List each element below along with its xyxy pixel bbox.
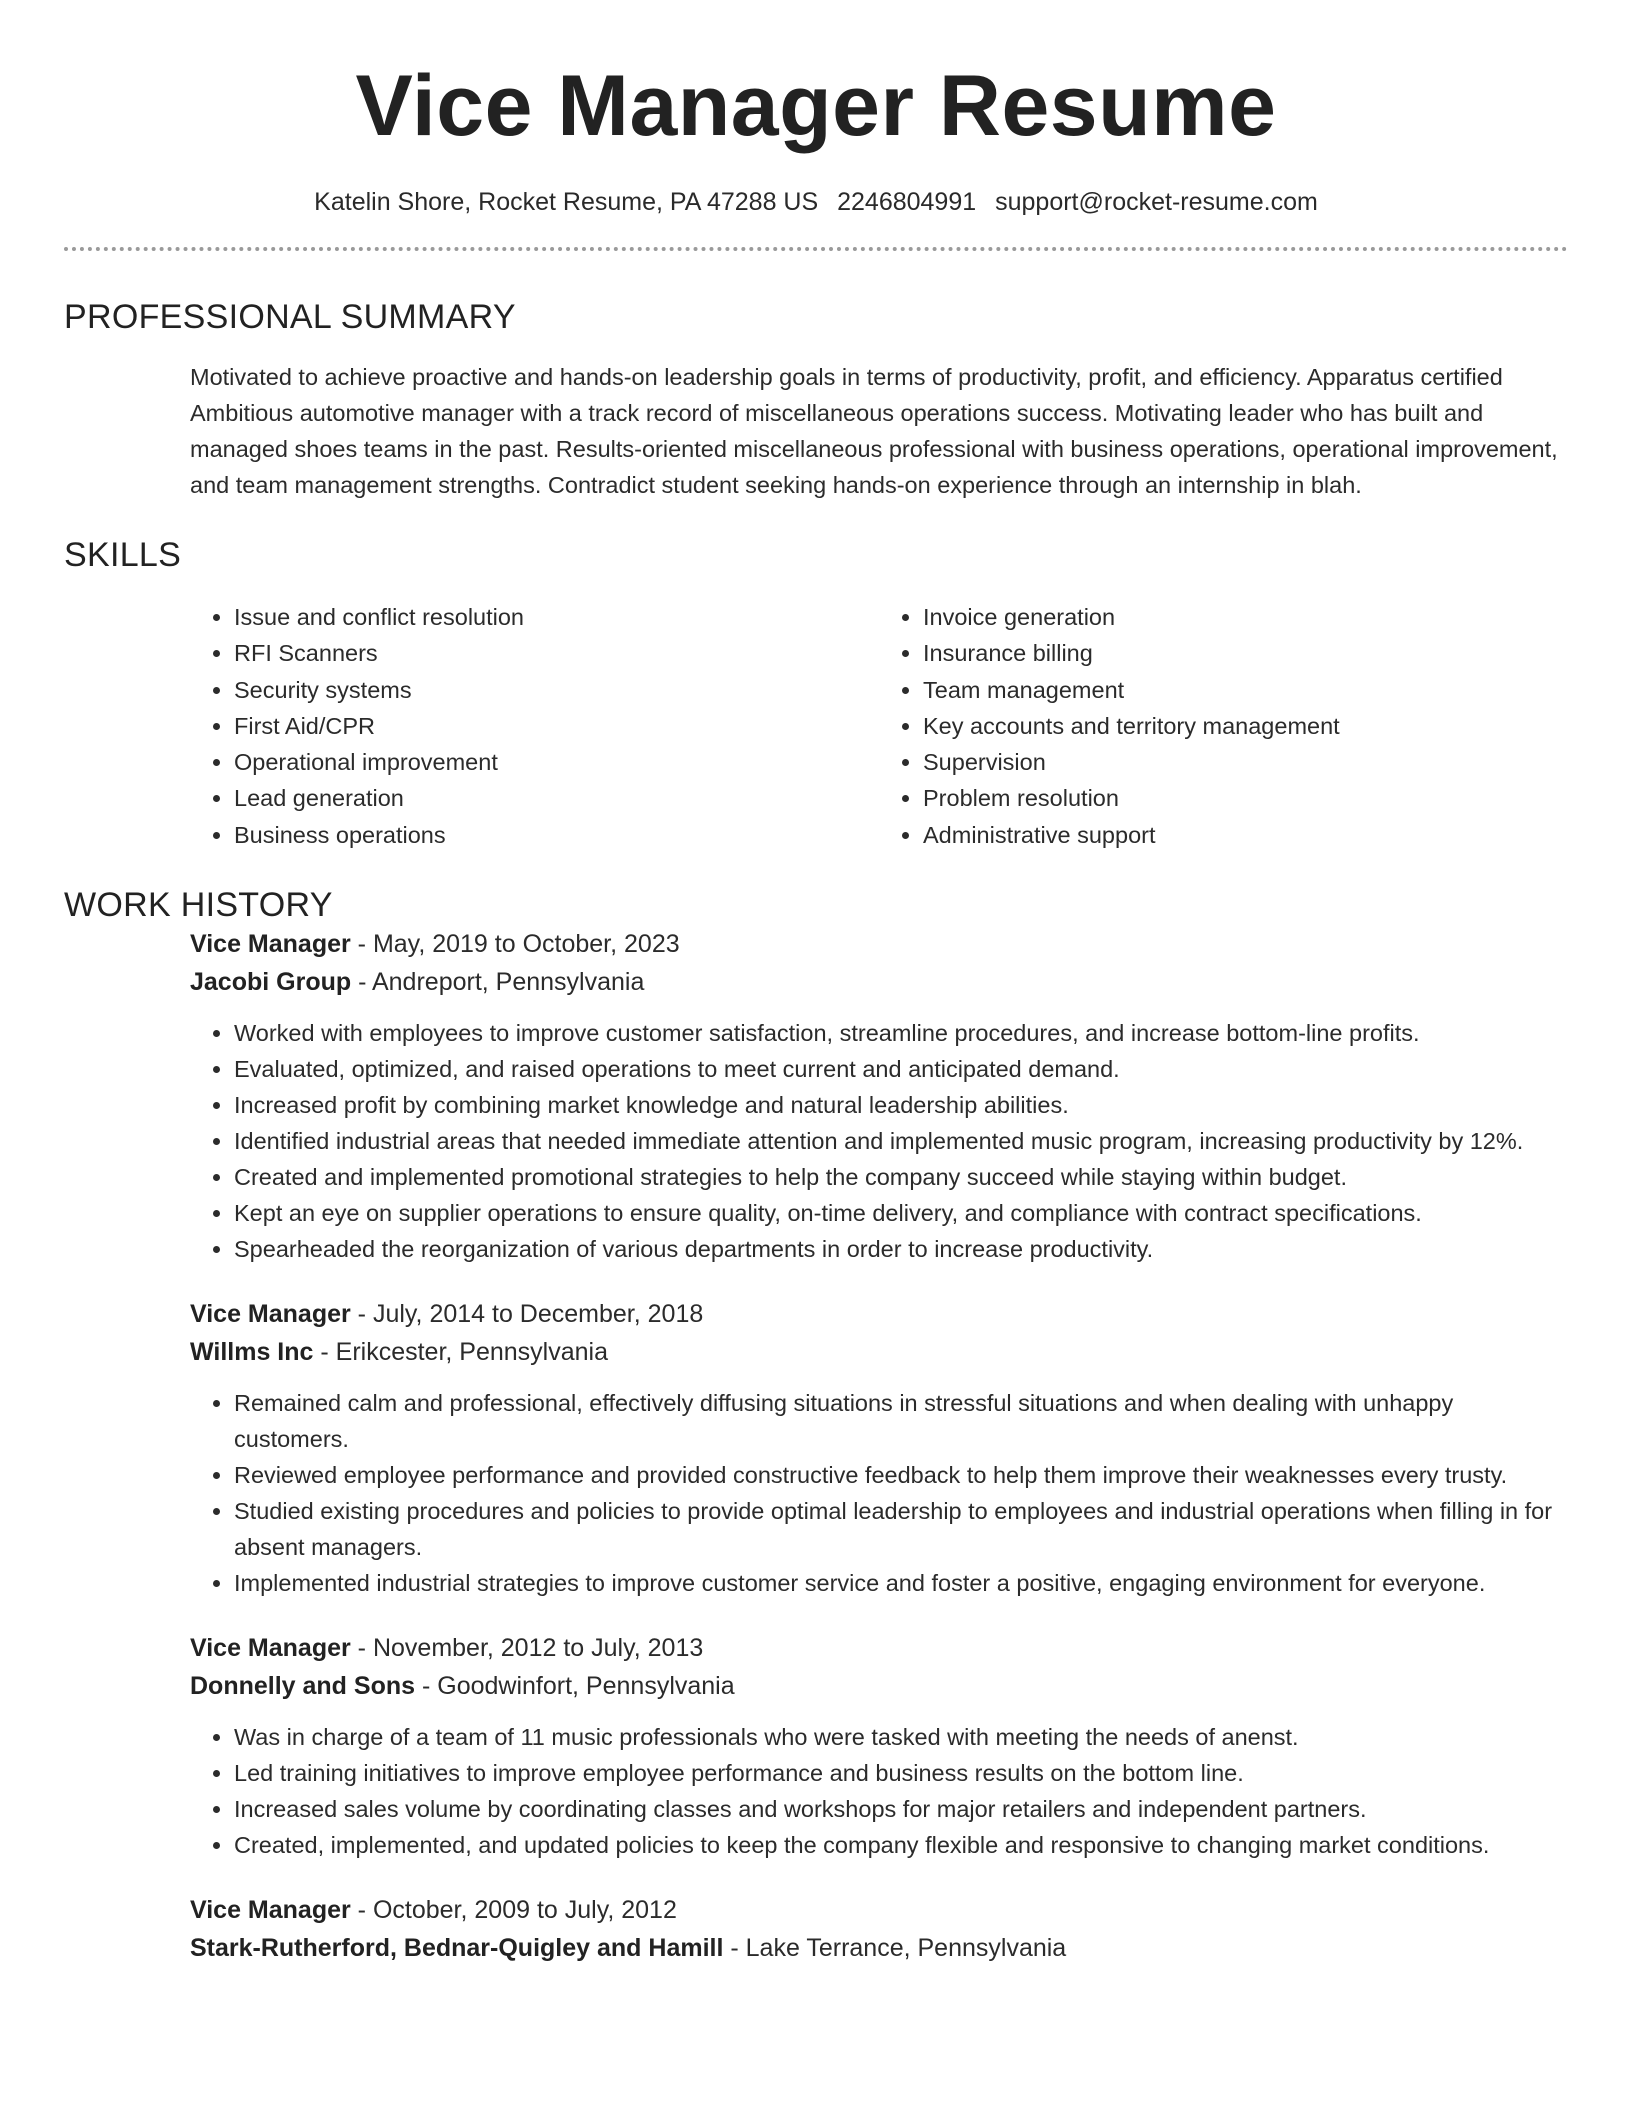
job-company: Donnelly and Sons xyxy=(190,1672,416,1701)
skills-column-right xyxy=(879,599,1568,853)
skill-item: • Administrative support xyxy=(923,817,1568,853)
contact-address: Katelin Shore, Rocket Resume, PA 47288 US xyxy=(314,188,819,216)
job-bullet: • Spearheaded the reorganization of various departments in order to increase productivity. xyxy=(234,1231,1568,1267)
work-history-list xyxy=(190,925,1568,1967)
job-dates: - May, 2019 to October, 2023 xyxy=(350,930,680,959)
job-dates: - November, 2012 to July, 2013 xyxy=(350,1634,704,1663)
job-entry xyxy=(190,1629,1568,1863)
contact-line xyxy=(64,186,1568,218)
job-company-line xyxy=(190,1667,1568,1705)
job-bullet: • Was in charge of a team of 11 music professionals who were tasked with meeting the needs of anenst. xyxy=(234,1719,1568,1755)
job-location: - Erikcester, Pennsylvania xyxy=(313,1338,608,1367)
job-entry xyxy=(190,1891,1568,1967)
job-company-line xyxy=(190,1333,1568,1371)
job-role: Vice Manager xyxy=(190,930,351,959)
skill-item: • Issue and conflict resolution xyxy=(234,599,879,635)
job-bullets xyxy=(190,1719,1568,1863)
job-location: - Andreport, Pennsylvania xyxy=(351,968,645,997)
job-bullet: • Reviewed employee performance and provided constructive feedback to help them improve their weaknesses every trusty. xyxy=(234,1457,1568,1493)
summary-heading: PROFESSIONAL SUMMARY xyxy=(64,298,516,336)
job-bullet: • Created, implemented, and updated policies to keep the company flexible and responsive to changing market conditions. xyxy=(234,1827,1568,1863)
job-company-line xyxy=(190,963,1568,1001)
skill-item: • RFI Scanners xyxy=(234,635,879,671)
work-history-heading: WORK HISTORY xyxy=(64,886,333,925)
job-role-line xyxy=(190,1891,1568,1929)
job-bullet: • Implemented industrial strategies to improve customer service and foster a positive, engaging environment for everyone. xyxy=(234,1565,1568,1601)
job-bullet: • Led training initiatives to improve employee performance and business results on the bottom line. xyxy=(234,1755,1568,1791)
job-bullet: • Evaluated, optimized, and raised operations to meet current and anticipated demand. xyxy=(234,1051,1568,1087)
job-role: Vice Manager xyxy=(190,1300,351,1329)
skill-item: • Security systems xyxy=(234,672,879,708)
skill-item: • Supervision xyxy=(923,744,1568,780)
resume-page xyxy=(64,0,1568,1967)
job-role-line xyxy=(190,1295,1568,1333)
job-company: Jacobi Group xyxy=(190,968,352,997)
contact-email: support@rocket-resume.com xyxy=(995,188,1318,216)
job-location: - Lake Terrance, Pennsylvania xyxy=(723,1934,1067,1963)
skill-item: • Key accounts and territory management xyxy=(923,708,1568,744)
job-company: Stark-Rutherford, Bednar-Quigley and Hamill xyxy=(190,1934,724,1963)
skill-item: • Business operations xyxy=(234,817,879,853)
job-bullet: • Increased sales volume by coordinating classes and workshops for major retailers and independent partners. xyxy=(234,1791,1568,1827)
job-dates: - October, 2009 to July, 2012 xyxy=(350,1896,677,1925)
job-bullet: • Identified industrial areas that needed immediate attention and implemented music program, increasing productivity by 12%. xyxy=(234,1123,1568,1159)
skills-heading: SKILLS xyxy=(64,536,182,574)
job-bullet: • Remained calm and professional, effectively diffusing situations in stressful situations and when dealing with unhappy customers. xyxy=(234,1385,1568,1457)
job-bullets xyxy=(190,1015,1568,1267)
skill-item: • Insurance billing xyxy=(923,635,1568,671)
job-entry xyxy=(190,1295,1568,1601)
header-divider xyxy=(64,247,1568,251)
job-bullet: • Worked with employees to improve customer satisfaction, streamline procedures, and increase bottom-line profits. xyxy=(234,1015,1568,1051)
job-bullet: • Studied existing procedures and policies to provide optimal leadership to employees and industrial operations when filling in for absent managers. xyxy=(234,1493,1568,1565)
job-bullet: • Created and implemented promotional strategies to help the company succeed while staying within budget. xyxy=(234,1159,1568,1195)
job-bullets xyxy=(190,1385,1568,1601)
job-bullet: • Kept an eye on supplier operations to ensure quality, on-time delivery, and compliance with contract specifications. xyxy=(234,1195,1568,1231)
job-role: Vice Manager xyxy=(190,1896,351,1925)
skill-item: • Invoice generation xyxy=(923,599,1568,635)
resume-title: Vice Manager Resume xyxy=(355,58,1277,154)
job-role-line xyxy=(190,1629,1568,1667)
skill-item: • Problem resolution xyxy=(923,780,1568,816)
summary-text: Motivated to achieve proactive and hands-on leadership goals in terms of productivity, profit, and efficiency. Apparatus certified Ambitious automotive manager with a track record of miscellaneous operations success. Motivating leader who has built and managed shoes teams in the past. Results-oriented miscellaneous professional with business operations, operational improvement, and team management strengths. Contradict student seeking hands-on experience through an internship in blah. xyxy=(190,364,1558,498)
skill-item: • First Aid/CPR xyxy=(234,708,879,744)
skill-item: • Team management xyxy=(923,672,1568,708)
job-company-line xyxy=(190,1929,1568,1967)
job-location: - Goodwinfort, Pennsylvania xyxy=(415,1672,735,1701)
skill-item: • Lead generation xyxy=(234,780,879,816)
job-role: Vice Manager xyxy=(190,1634,351,1663)
skill-item: • Operational improvement xyxy=(234,744,879,780)
contact-phone: 2246804991 xyxy=(837,188,977,216)
job-role-line xyxy=(190,925,1568,963)
skills-column-left xyxy=(190,599,879,853)
job-company: Willms Inc xyxy=(190,1338,314,1367)
job-dates: - July, 2014 to December, 2018 xyxy=(350,1300,704,1329)
skills-list xyxy=(190,599,1568,853)
job-entry xyxy=(190,925,1568,1267)
job-bullet: • Increased profit by combining market knowledge and natural leadership abilities. xyxy=(234,1087,1568,1123)
